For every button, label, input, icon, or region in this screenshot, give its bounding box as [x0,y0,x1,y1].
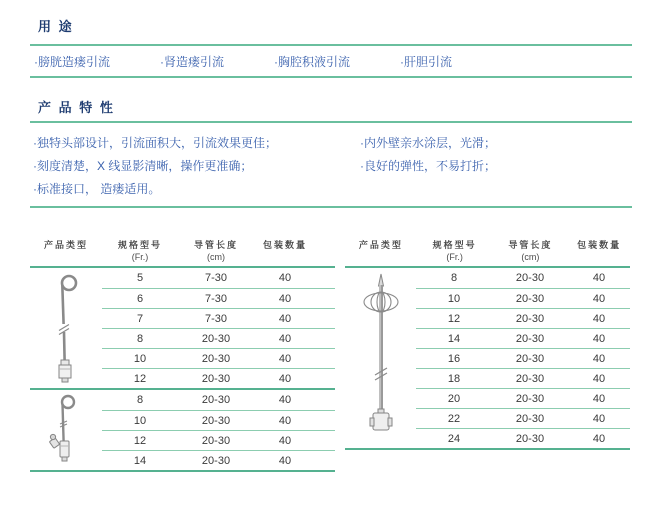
pigtail-catheter-icon [46,272,86,384]
table-cell: 40 [278,272,292,284]
spec-table-right [345,236,630,450]
column-header-length-main: 导管长度 [193,240,238,250]
divider [30,206,632,208]
pigtail-sideport-catheter-illustration [30,390,102,470]
table-cell: 40 [278,454,292,467]
table-rows [102,268,335,388]
table-cell: 12 [447,312,461,325]
column-header-spec-main: 规格型号 [117,240,162,250]
table-body [345,268,630,450]
table-header-row [345,236,630,268]
table-row [416,348,630,368]
table-cell: 12 [133,372,147,385]
table-cell: 12 [133,434,147,447]
table-cell: 20-30 [201,372,231,385]
table-cell: 40 [278,312,292,325]
table-row [102,268,335,288]
table-cell: 40 [278,414,292,427]
column-header-length-unit: (cm) [207,252,225,262]
column-header-qty: 包装数量 [262,240,307,250]
divider [30,44,632,46]
table-cell: 7-30 [204,312,228,325]
table-cell: 40 [278,352,292,365]
usage-item-kidney: ·肾造瘘引流 [160,55,224,69]
table-row [102,410,335,430]
table-row [102,308,335,328]
column-header-qty: 包装数量 [577,240,622,250]
column-header-spec-main: 规格型号 [432,240,477,250]
table-row [416,428,630,448]
table-cell: 14 [133,454,147,467]
table-cell: 20-30 [201,332,231,345]
table-cell: 22 [447,412,461,425]
usage-item-bladder: ·膀胱造瘘引流 [34,55,110,69]
table-cell: 14 [447,332,461,345]
table-cell: 20-30 [515,272,545,284]
table-cell: 20-30 [515,312,545,325]
table-cell: 24 [447,432,461,445]
table-cell: 20-30 [515,372,545,385]
table-cell: 40 [592,332,606,345]
table-cell: 20-30 [201,434,231,447]
table-cell: 8 [136,394,144,406]
usage-item-biliary: ·肝胆引流 [400,55,452,69]
table-group [30,268,335,390]
table-cell: 20-30 [515,392,545,405]
table-row [416,408,630,428]
divider [30,121,632,123]
table-row [102,430,335,450]
table-row [416,308,630,328]
feature-item: ·刻度清楚，X 线显影清晰，操作更准确； [33,159,253,173]
table-row [102,328,335,348]
table-cell: 40 [592,352,606,365]
table-row [102,348,335,368]
table-group [345,268,630,450]
table-rows [416,268,630,448]
usage-section-title: 用 途 [38,19,74,34]
column-header-spec [417,236,493,266]
table-cell: 40 [592,392,606,405]
table-cell: 20-30 [201,454,231,467]
malecot-catheter-icon [359,273,403,443]
feature-item: ·内外壁亲水涂层，光滑； [360,136,496,150]
spec-table-left [30,236,335,472]
feature-item: ·标准接口， 造瘘适用。 [33,182,161,196]
column-header-product-type: 产品类型 [358,240,403,250]
table-cell: 40 [592,312,606,325]
feature-item: ·良好的弹性，不易打折； [360,159,496,173]
table-cell: 20-30 [515,332,545,345]
table-cell: 40 [592,372,606,385]
table-header-row [30,236,335,268]
column-header-length [492,236,568,266]
table-row [102,288,335,308]
table-cell: 7-30 [204,272,228,284]
pigtail-sideport-catheter-icon [46,393,86,467]
usage-item-chest: ·胸腔积液引流 [274,55,350,69]
table-cell: 40 [278,372,292,385]
table-cell: 8 [136,332,144,345]
features-section-title: 产 品 特 性 [38,100,115,115]
table-row [102,368,335,388]
divider [30,76,632,78]
table-cell: 20-30 [515,432,545,445]
column-header-length [178,236,254,266]
column-header-length-main: 导管长度 [508,240,553,250]
table-cell: 10 [133,414,147,427]
table-cell: 20-30 [201,394,231,406]
table-row [416,328,630,348]
table-rows [102,390,335,470]
table-cell: 6 [136,292,144,305]
table-group [30,390,335,472]
table-cell: 20-30 [515,412,545,425]
column-header-spec-unit: (Fr.) [131,252,149,262]
table-cell: 40 [278,394,292,406]
table-cell: 8 [450,272,458,284]
table-cell: 7-30 [204,292,228,305]
table-cell: 40 [278,434,292,447]
table-body [30,268,335,472]
table-cell: 10 [447,292,461,305]
table-row [416,268,630,288]
pigtail-catheter-illustration [30,268,102,388]
table-cell: 40 [592,272,606,284]
table-cell: 20-30 [201,414,231,427]
malecot-catheter-illustration [345,268,416,448]
table-row [102,450,335,470]
table-cell: 40 [592,412,606,425]
table-row [416,288,630,308]
table-row [416,368,630,388]
table-cell: 5 [136,272,144,284]
table-cell: 40 [592,292,606,305]
column-header-spec-unit: (Fr.) [446,252,463,262]
table-cell: 20-30 [515,352,545,365]
table-cell: 20-30 [201,352,231,365]
table-cell: 10 [133,352,147,365]
table-row [102,390,335,410]
column-header-product-type: 产品类型 [43,240,88,250]
table-cell: 40 [278,292,292,305]
column-header-length-unit: (cm) [521,252,540,262]
table-cell: 40 [278,332,292,345]
table-cell: 7 [136,312,144,325]
table-cell: 20 [447,392,461,405]
feature-item: ·独特头部设计，引流面积大，引流效果更佳； [33,136,277,150]
table-cell: 18 [447,372,461,385]
table-cell: 20-30 [515,292,545,305]
column-header-spec [102,236,178,266]
table-cell: 16 [447,352,461,365]
table-cell: 40 [592,432,606,445]
table-row [416,388,630,408]
